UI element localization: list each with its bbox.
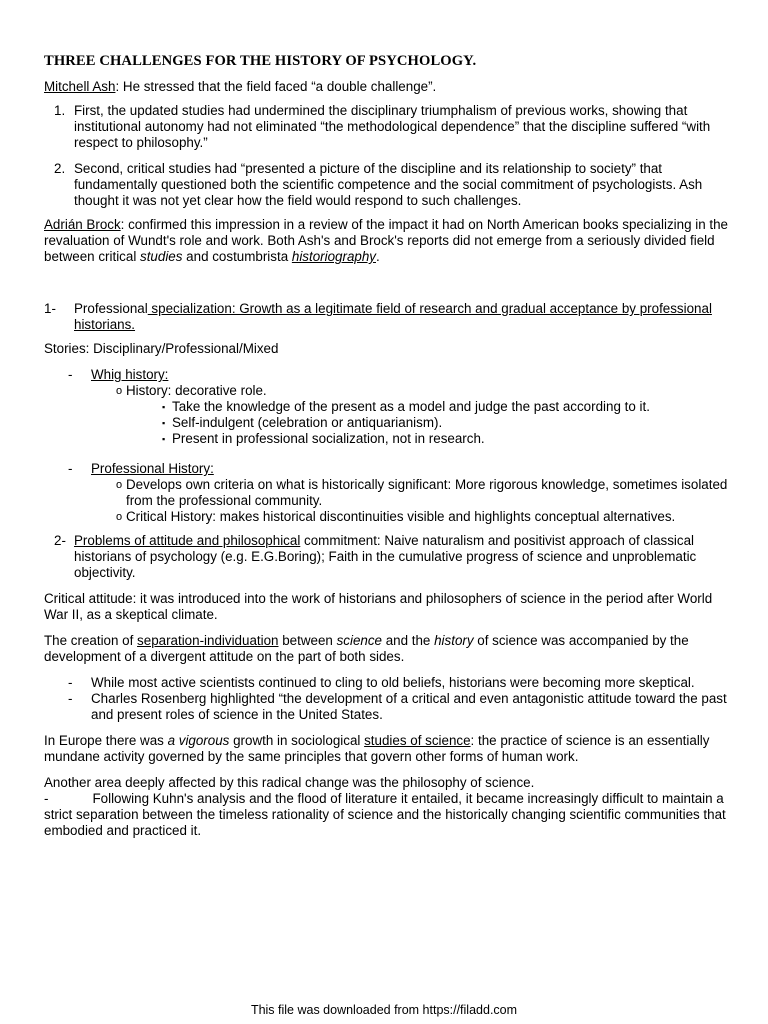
whig-sub-item: o History: decorative role. [116,383,267,398]
section-2: 2- Problems of attitude and philosophical commitment: Naive naturalism and positivist approach of classical historians of psychology (e.g. E.G.Boring); Faith in the cumulative progress of science and unproblematic objectivity. [54,533,697,580]
critical-attitude-paragraph: Critical attitude: it was introduced into the work of historians and philosophers of science in the period after World War II, as a skeptical climate. [44,591,713,622]
list-item: - While most active scientists continued to cling to old beliefs, historians were becoming more skeptical. [68,675,695,690]
separation-paragraph: The creation of separation-individuation between science and the history of science was accompanied by the development of a divergent attitude on the part of both sides. [44,633,689,664]
list-item: o Develops own criteria on what is historically significant: More rigorous knowledge, sometimes isolated from the professional community. [116,477,728,508]
section-1: 1- Professional specialization: Growth as a legitimate field of research and gradual acceptance by professional historians. [44,301,712,332]
spacer [44,265,728,301]
document-page [44,52,728,839]
ash-name: Mitchell Ash [44,79,116,94]
brock-paragraph: Adrián Brock: confirmed this impression in a review of the impact it had on North American books specializing in the revaluation of Wundt's role and work. Both Ash's and Brock's reports did not emerge from a seriously divided field between critical studies and costumbrista historiography. [44,217,728,264]
philosophy-paragraph: Another area deeply affected by this radical change was the philosophy of science. - Following Kuhn's analysis and the flood of literature it entailed, it became increasingly difficult to maintain a strict separation between the timeless rationality of science and the historically changing scientific communities that embodied and practiced it. [44,775,726,838]
stories-line: Stories: Disciplinary/Professional/Mixed [44,341,279,356]
separation-bullets [44,675,728,723]
list-item: ▪ Self-indulgent (celebration or antiquarianism). [162,415,443,430]
list-item: - Charles Rosenberg highlighted “the development of a critical and even antagonistic attitude toward the past and present roles of science in the United States. [68,691,727,722]
list-item: ▪ Take the knowledge of the present as a model and judge the past according to it. [162,399,650,414]
europe-paragraph: In Europe there was a vigorous growth in sociological studies of science: the practice of science is an essentially mundane activity governed by the same principles that govern other forms of human work. [44,733,710,764]
spacer [44,447,728,461]
historiography-link: historiography [291,249,376,264]
page-title: THREE CHALLENGES FOR THE HISTORY OF PSYCHOLOGY. [44,53,477,69]
brock-name: Adrián Brock [44,217,121,232]
ash-intro: Mitchell Ash: He stressed that the field faced “a double challenge”. [44,79,437,94]
ash-points-list [44,103,728,209]
whig-heading: - Whig history: [68,367,169,382]
whig-history-block [44,367,728,447]
professional-history-block [44,461,728,525]
list-item: 2. Second, critical studies had “presented a picture of the discipline and its relationship to society” that fundamentally questioned both the scientific competence and the social commitment of psychologists. Ash thought it was not yet clear how the field would respond to such challenges. [54,161,703,208]
list-item: 1. First, the updated studies had undermined the disciplinary triumphalism of previous works, showing that institutional autonomy had not eliminated “the methodological dependence” that the discipline suffered “with respect to philosophy.” [54,103,711,150]
footer-note: This file was downloaded from https://filadd.com [250,1003,518,1017]
list-item: o Critical History: makes historical discontinuities visible and highlights conceptual alternatives. [116,509,676,524]
list-item: ▪ Present in professional socialization, not in research. [162,431,485,446]
professional-history-heading: - Professional History: [68,461,214,476]
